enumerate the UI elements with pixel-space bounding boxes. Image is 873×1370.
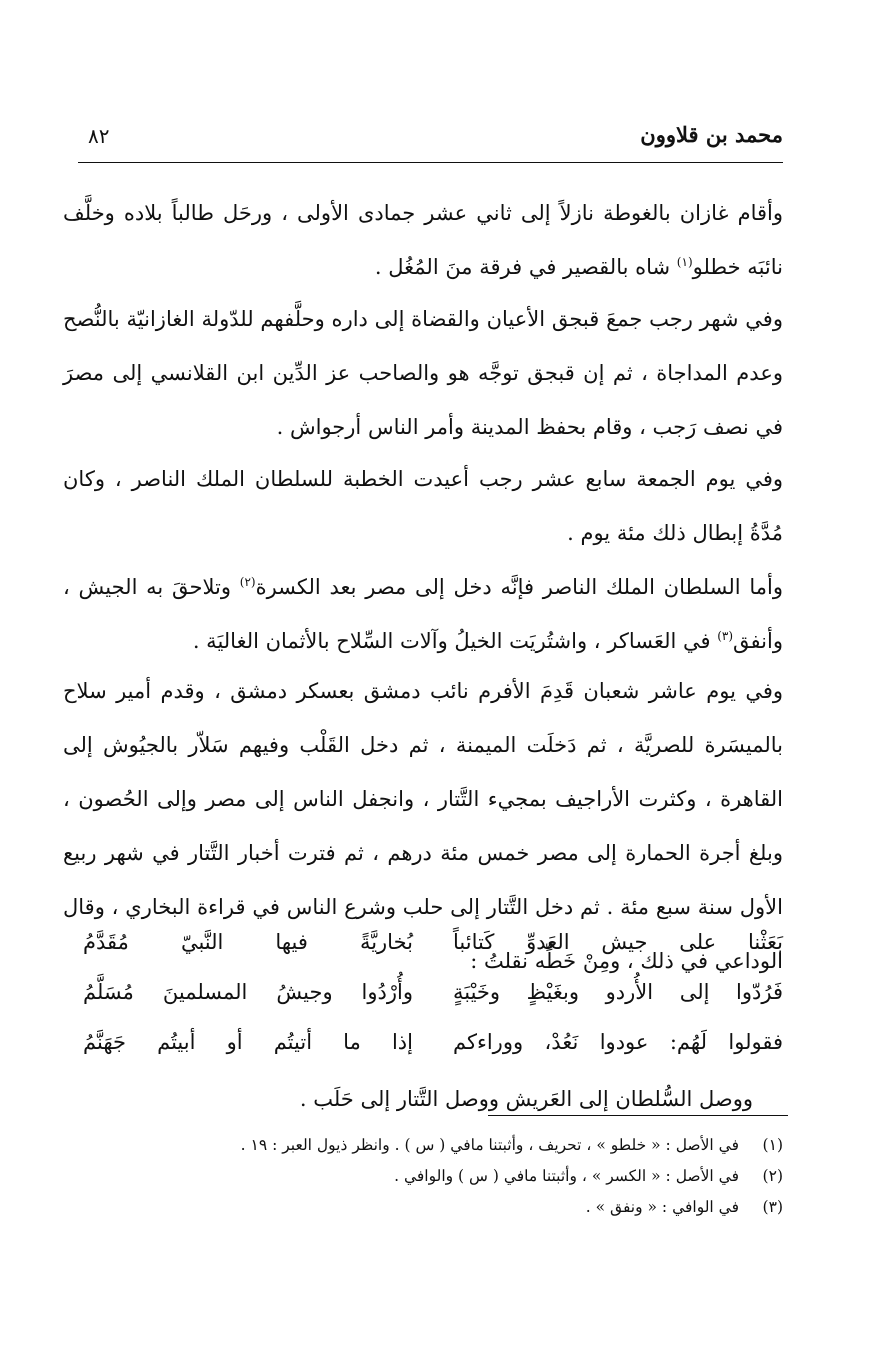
footnotes <box>83 1130 783 1223</box>
verse-first-hemistich: فَرُدّوا إلى الأُردو وبغَيْظٍ وخَيْبَةٍ <box>453 980 783 1004</box>
poem <box>83 920 783 1070</box>
footnote <box>83 1161 783 1192</box>
poem-verse <box>83 970 783 1020</box>
paragraph-1: وأقام غازان بالغوطة نازلاً إلى ثاني عشر جمادى الأولى ، ورحَل طالباً بلاده وخلَّف نائبَه خطلو$^{(١)}$ شاه بالقصير في فرقة منَ المُغُل . <box>63 201 783 279</box>
footnote <box>83 1130 783 1161</box>
page-number: ٨٢ <box>88 124 110 148</box>
running-title: محمد بن قلاوون <box>640 122 783 147</box>
paragraph-5: وفي يوم عاشر شعبان قَدِمَ الأفرم نائب دمشق بعسكر دمشق ، وقدم أمير سلاح بالميسَرة للصريَّة ، ثم دَخلَت الميمنة ، ثم دخل القَلْب وفيهم سَلاّر بالجيُوش إلى القاهرة ، وكثرت الأراجيف بمجيء التَّتار ، وانجفل الناس إلى مصر وإلى الحُصون ، وبلغ أجرة الحمارة إلى مصر خمس مئة درهم ، ثم فترت أخبار التَّتار في شهر ربيع الأول سنة سبع مئة . ثم دخل التَّتار إلى حلب وشرع الناس في قراءة البخاري ، وقال الوداعي في ذلك ، ومِنْ خَطِّه نقلتُ : <box>63 679 783 973</box>
paragraph-3: وفي يوم الجمعة سابع عشر رجب أعيدت الخطبة للسلطان الملك الناصر ، وكان مُدَّةُ إبطال ذلك مئة يوم . <box>63 467 783 545</box>
poem-verse <box>83 1020 783 1070</box>
closing-sentence: ووصل السُّلطان إلى العَريش ووصل التَّتار إلى حَلَب . <box>299 1087 753 1111</box>
footnote-ref-3: (٣) <box>717 629 734 643</box>
verse-second-hemistich: بُخاريَّةً فيها النَّبيّ مُقَدَّمُ <box>83 930 413 954</box>
footnote-ref-1: (١) <box>676 255 693 269</box>
running-header <box>78 118 783 163</box>
verse-second-hemistich: وأُرْدُوا وجيشُ المسلمينَ مُسَلَّمُ <box>83 980 413 1004</box>
poem-verse <box>83 920 783 970</box>
verse-first-hemistich: بَعَثْنا على جيش العَدوِّ كَتائباً <box>453 930 783 954</box>
verse-second-hemistich: إذا ما أتيتُم أو أبيتُم جَهَنَّمُ <box>83 1030 413 1054</box>
footnote-number: (٢) <box>762 1167 783 1185</box>
footnote-text: في الأصل : « خلطو » ، تحريف ، وأثبتنا مافي ( س ) . وانظر ذيول العبر : ١٩ . <box>240 1136 739 1154</box>
footnote-text: في الوافي : « ونفق » . <box>585 1198 739 1216</box>
footnote-ref-2: (٢) <box>239 575 256 589</box>
paragraph-2: وفي شهر رجب جمعَ قبجق الأعيان والقضاة إلى داره وحلَّفهم للدّولة الغازانيّة بالنُّصح وعدم المداجاة ، ثم إن قبجق توجَّه هو والصاحب عز الدِّين ابن القلانسي إلى مصرَ في نصف رَجب ، وقام بحفظ المدينة وأمر الناس أرجواش . <box>63 307 783 439</box>
paragraph-4: وأما السلطان الملك الناصر فإنَّه دخل إلى مصر بعد الكسرة$^{(٢)}$ وتلاحقَ به الجيش ، وأنفق$^{(٣)}$ في العَساكر ، واشتُريَت الخيلُ وآلات السِّلاح بالأثمان الغاليَة . <box>63 575 783 653</box>
footnote-number: (١) <box>762 1136 783 1154</box>
footnote <box>83 1192 783 1223</box>
footnote-text: في الأصل : « الكسر » ، وأثبتنا مافي ( س ) والوافي . <box>394 1167 739 1185</box>
footnote-divider <box>488 1115 788 1116</box>
footnote-number: (٣) <box>762 1198 783 1216</box>
verse-first-hemistich: فقولوا لَهُم: عودوا نَعُدْ، ووراءكم <box>453 1030 783 1054</box>
